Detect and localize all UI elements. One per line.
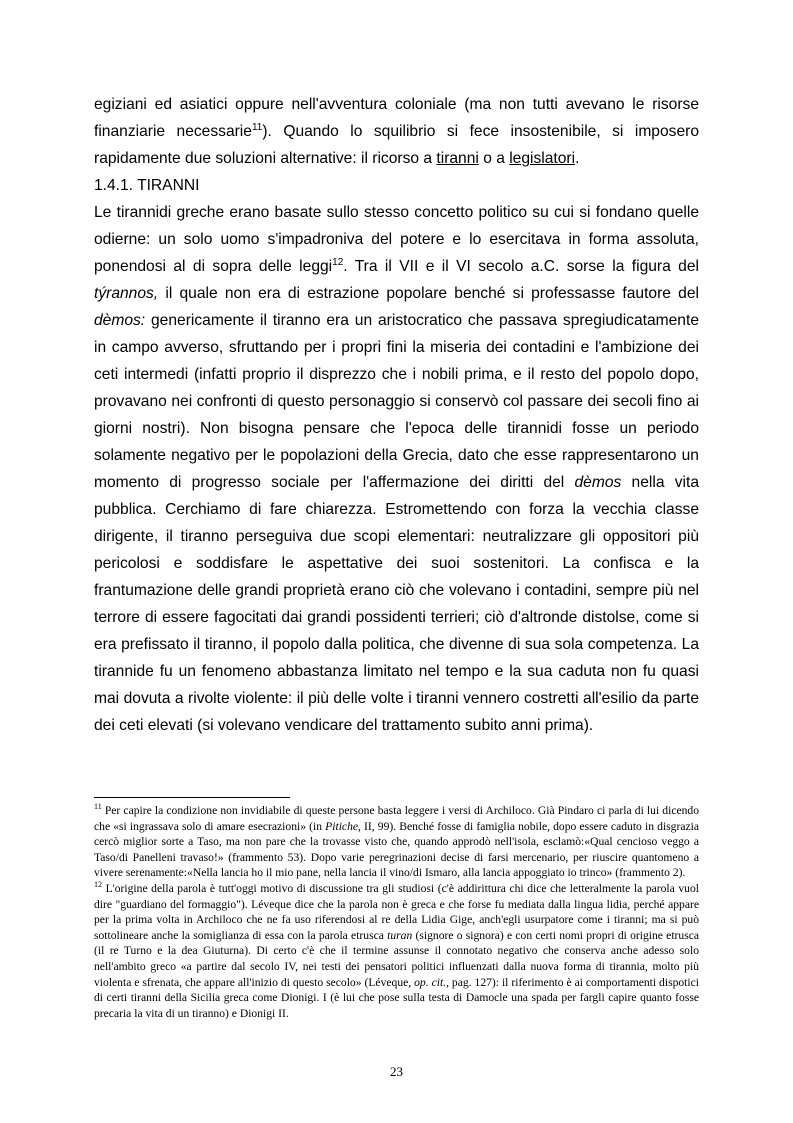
italic-term-demos: dèmos: [94, 312, 146, 329]
text-run: ). Quando lo squilibrio si fece insostenibile, si imposero rapidamente due soluzioni alternative: il ricorso a [94, 123, 699, 167]
text-run: egiziani ed asiatici oppure nell'avventura coloniale (ma non tutti avevano le risorse finanziarie necessarie [94, 96, 699, 140]
italic-term-demos-2: dèmos [574, 474, 622, 491]
link-tiranni[interactable]: tiranni [436, 150, 479, 167]
italic-op-cit: op. cit., [414, 975, 449, 989]
text-run: L'origine della parola è tutt'oggi motivo di discussione tra gli studiosi (c'è addirittura chi dice che letteralmente la parola vuol dire "guardiano del formaggio"). Léveque dice che la parola non è greca e che forse fu mediata dalla lingua lidia, perché appare per la prima volta in Archiloco che ne fa uso riferendosi al re della Lidia Gige, anch'egli usurpatore come i tiranni; ma si può sottolineare anche la somiglianza di essa con la parola etrusca [94, 881, 699, 942]
paragraph-intro [94, 91, 699, 172]
footnote-ref-11[interactable]: 11 [251, 121, 263, 133]
text-run: pag. 127): il riferimento è ai comportamenti dispotici di certi tiranni della Sicilia greca come Dionigi. I (è lui che pose sulla testa di Damocle una spada per fargli capire quanto fosse precaria la vita di un tiranno) e Dionigi II. [94, 975, 699, 1020]
footnote-number: 12 [94, 880, 102, 890]
text-run: genericamente il tiranno era un aristocratico che passava spregiudicatamente in campo avverso, sfruttando per i propri fini la miseria dei contadini e l'ambizione dei ceti intermedi (infatti proprio il disprezzo che i nobili prima, e il resto del popolo dopo, provavano nei confronti di questo personaggio si conservò col passare dei secoli fino ai giorni nostri). Non bisogna pensare che l'epoca delle tirannidi fosse un periodo solamente negativo per le popolazioni della Grecia, dato che esse rappresentarono un momento di progresso sociale per l'affermazione dei diritti del [94, 312, 699, 491]
text-run: . Tra il VII e il VI secolo a.C. sorse la figura del [343, 258, 699, 275]
text-run: il quale non era di estrazione popolare benché si professasse fautore del [158, 285, 699, 302]
text-run: Per capire la condizione non invidiabile di queste persone basta leggere i versi di Archiloco. Già Pindaro ci parla di lui dicendo che «si ingrassava solo di amare esecrazioni» (in [94, 804, 699, 833]
footnote-ref-12[interactable]: 12 [332, 256, 344, 268]
text-run: . [575, 150, 580, 167]
text-run: o a [478, 150, 510, 167]
footnote-number: 11 [94, 802, 102, 812]
section-heading: 1.4.1. TIRANNI [94, 177, 200, 194]
footnote-separator [94, 797, 290, 798]
text-run: II, 99). Benché fosse di famiglia nobile, dopo essere caduto in disgrazia cercò miglior sorte a Taso, ma non pare che la trovasse visto che, quando approdò nell'isola, esclamò:«Qual cencioso veggo a Taso/di Panelleni travaso!» (frammento 53). Dopo varie peregrinazioni decise di farsi mercenario, per riuscire quantomeno a vivere serenamente:«Nella lancia ho il mio pane, nella lancia il vino/di Ismaro, alla lancia appoggiato io trinco» (frammento 2). [94, 819, 699, 880]
page-number: 23 [390, 1064, 403, 1079]
italic-term-turan: turan [387, 928, 413, 942]
italic-title: Pitiche, [325, 819, 361, 833]
paragraph-tirannidi [94, 199, 699, 739]
text-run: Le tirannidi greche erano basate sullo stesso concetto politico su cui si fondano quelle odierne: un solo uomo s'impadroniva del potere e lo esercitava in forma assoluta, ponendosi al di sopra delle leggi [94, 204, 699, 275]
text-run: nella vita pubblica. Cerchiamo di fare chiarezza. Estromettendo con forza la vecchia classe dirigente, il tiranno perseguiva due scopi elementari: neutralizzare gli oppositori più pericolosi e soddisfare le aspettative dei suoi sostenitori. La confisca e la frantumazione delle grandi proprietà erano ciò che volevano i contadini, sempre più nel terrore di essere fagocitati dai grandi possidenti terrieri; ciò d'altronde distolse, come si era prefissato il tiranno, il popolo dalla politica, che divenne di sua sola competenza. La tirannide fu un fenomeno abbastanza limitato nel tempo e la sua caduta non fu quasi mai dovuta a rivolte violente: il più delle volte i tiranni vennero costretti all'esilio da parte dei ceti elevati (si volevano vendicare del trattamento subito anni prima). [94, 474, 699, 734]
footnote-11 [94, 803, 699, 881]
footnote-12 [94, 881, 699, 1021]
footnotes [94, 803, 699, 1021]
italic-term-tyrannos: týrannos, [94, 285, 159, 302]
main-text [94, 91, 699, 739]
text-run: (signore o signora) e con certi nomi propri di origine etrusca (il re Turno e la dea Giuturna). Di certo c'è che il termine assunse il connotato negativo che conserva anche adesso solo nell'ambito greco «a partire dal secolo IV, nei testi dei pensatori politici influenzati dalla nuova forma di tirannia, molto più violenta e sfrenata, che appare all'inizio di questo secolo» (Léveque, [94, 928, 699, 989]
link-legislatori[interactable]: legislatori [509, 150, 576, 167]
